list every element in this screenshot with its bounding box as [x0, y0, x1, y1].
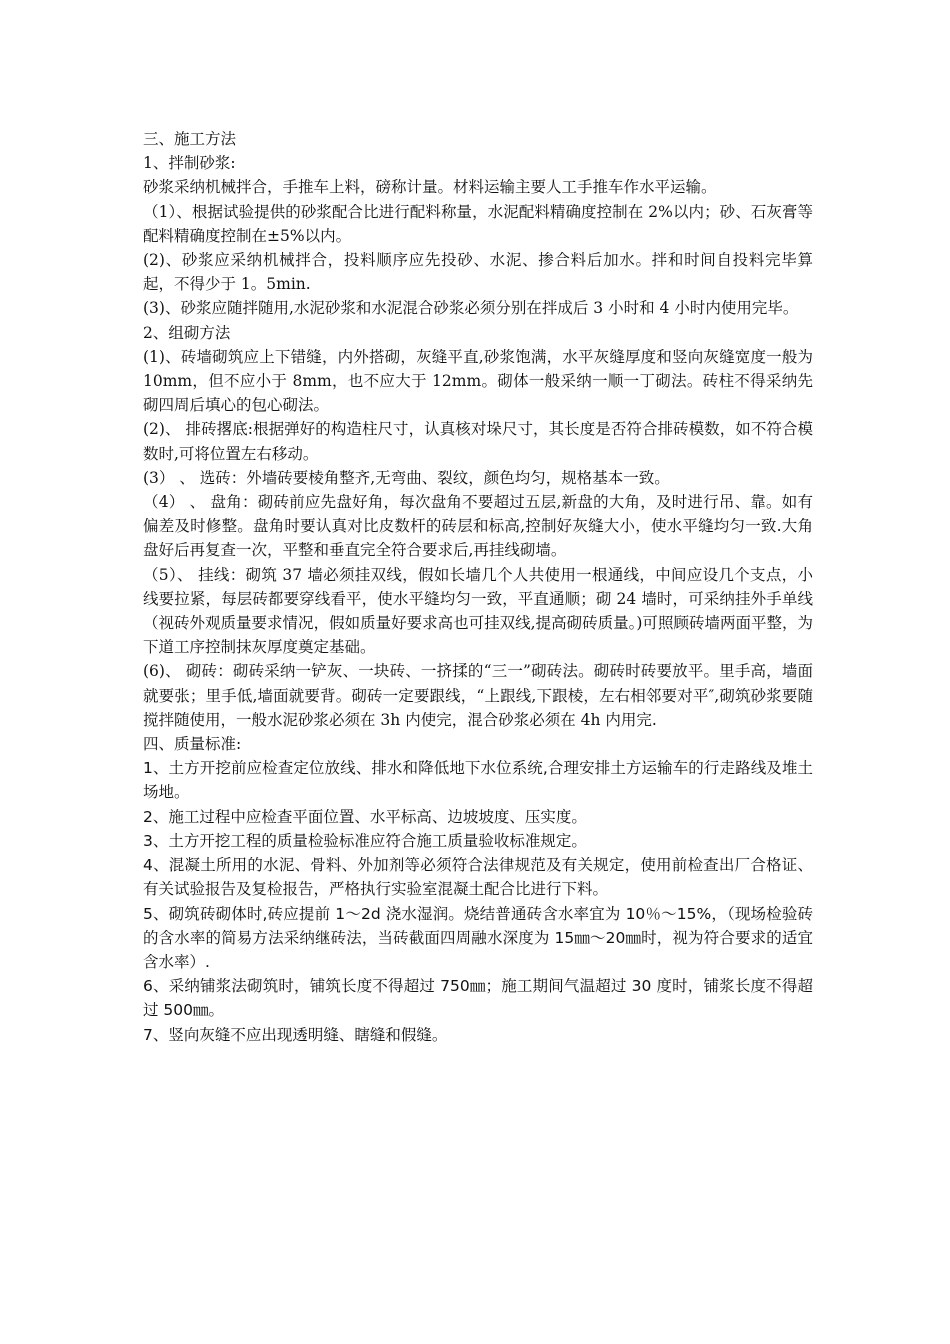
paragraph: 7、竖向灰缝不应出现透明缝、瞎缝和假缝。 [143, 1025, 448, 1044]
document-body [143, 127, 813, 1047]
section-heading-quality-standard: 四、质量标准: [143, 735, 242, 754]
paragraph: (2)、砂浆应采纳机械拌合，投料顺序应先投砂、水泥、掺合料后加水。拌和时间自投料完毕算起，不得少于 1。5min. [143, 251, 813, 294]
paragraph: 1、土方开挖前应检查定位放线、排水和降低地下水位系统,合理安排土方运输车的行走路线及堆土场地。 [143, 759, 813, 802]
paragraph: (3） 、 选砖：外墙砖要棱角整齐,无弯曲、裂纹，颜色均匀，规格基本一致。 [143, 468, 670, 487]
paragraph: （1）、根据试验提供的砂浆配合比进行配料称量，水泥配料精确度控制在 2%以内；砂、石灰膏等配料精确度控制在±5%以内。 [143, 202, 813, 245]
paragraph: 6、采纳铺浆法砌筑时，铺筑长度不得超过 750㎜；施工期间气温超过 30 度时，铺浆长度不得超过 500㎜。 [143, 977, 813, 1020]
paragraph: 砂浆采纳机械拌合，手推车上料，磅称计量。材料运输主要人工手推车作水平运输。 [143, 178, 717, 197]
paragraph: 4、混凝土所用的水泥、骨料、外加剂等必须符合法律规范及有关规定，使用前检查出厂合格证、有关试验报告及复检报告，严格执行实验室混凝土配合比进行下料。 [143, 856, 813, 899]
paragraph: 2、施工过程中应检查平面位置、水平标高、边坡坡度、压实度。 [143, 807, 587, 826]
paragraph: （4） 、 盘角：砌砖前应先盘好角，每次盘角不要超过五层,新盘的大角，及时进行吊、靠。如有偏差及时修整。盘角时要认真对比皮数杆的砖层和标高,控制好灰缝大小，使水平缝均匀一致.大角盘好后再复查一次，平整和垂直完全符合要求后,再挂线砌墙。 [143, 493, 813, 560]
paragraph: (6)、 砌砖：砌砖采纳一铲灰、一块砖、一挤揉的“三一”砌砖法。砌砖时砖要放平。里手高，墙面就要张；里手低,墙面就要背。砌砖一定要跟线，“上跟线,下跟棱，左右相邻要对平″,砌筑砂浆要随搅拌随使用，一般水泥砂浆必须在 3h 内使完，混合砂浆必须在 4h 内用完. [143, 662, 813, 729]
paragraph: 5、砌筑砖砌体时,砖应提前 1～2d 浇水湿润。烧结普通砖含水率宜为 10％～15%，（现场检验砖的含水率的简易方法采纳继砖法，当砖截面四周融水深度为 15㎜～20㎜时，视为符合要求的适宜含水率）. [143, 904, 813, 971]
paragraph: （5）、 挂线：砌筑 37 墙必须挂双线，假如长墙几个人共使用一根通线，中间应设几个支点，小线要拉紧，每层砖都要穿线看平，使水平缝均匀一致，平直通顺；砌 24 墙时，可采纳挂外手单线（视砖外观质量要求情况，假如质量好要求高也可挂双线,提高砌砖质量。)可照顾砖墙两面平整，为下道工序控制抹灰厚度奠定基础。 [143, 565, 813, 657]
subheading-masonry-method: 2、组砌方法 [143, 323, 231, 342]
section-heading-construction-method: 三、施工方法 [143, 130, 237, 148]
paragraph: (3)、砂浆应随拌随用,水泥砂浆和水泥混合砂浆必须分别在拌成后 3 小时和 4 小时内使用完毕。 [143, 299, 799, 318]
paragraph: (1)、砖墙砌筑应上下错缝，内外搭砌，灰缝平直,砂浆饱满，水平灰缝厚度和竖向灰缝宽度一般为 10mm，但不应小于 8mm，也不应大于 12mm。砌体一般采纳一顺一丁砌法。砖柱不得采纳先砌四周后填心的包心砌法。 [143, 347, 813, 415]
subheading-mortar-mixing: 1、拌制砂浆: [143, 154, 236, 173]
paragraph: 3、土方开挖工程的质量检验标准应符合施工质量验收标准规定。 [143, 831, 587, 850]
paragraph: (2)、 排砖撂底:根据弹好的构造柱尺寸，认真核对垛尺寸，其长度是否符合排砖模数，如不符合模数时,可将位置左右移动。 [143, 420, 813, 463]
